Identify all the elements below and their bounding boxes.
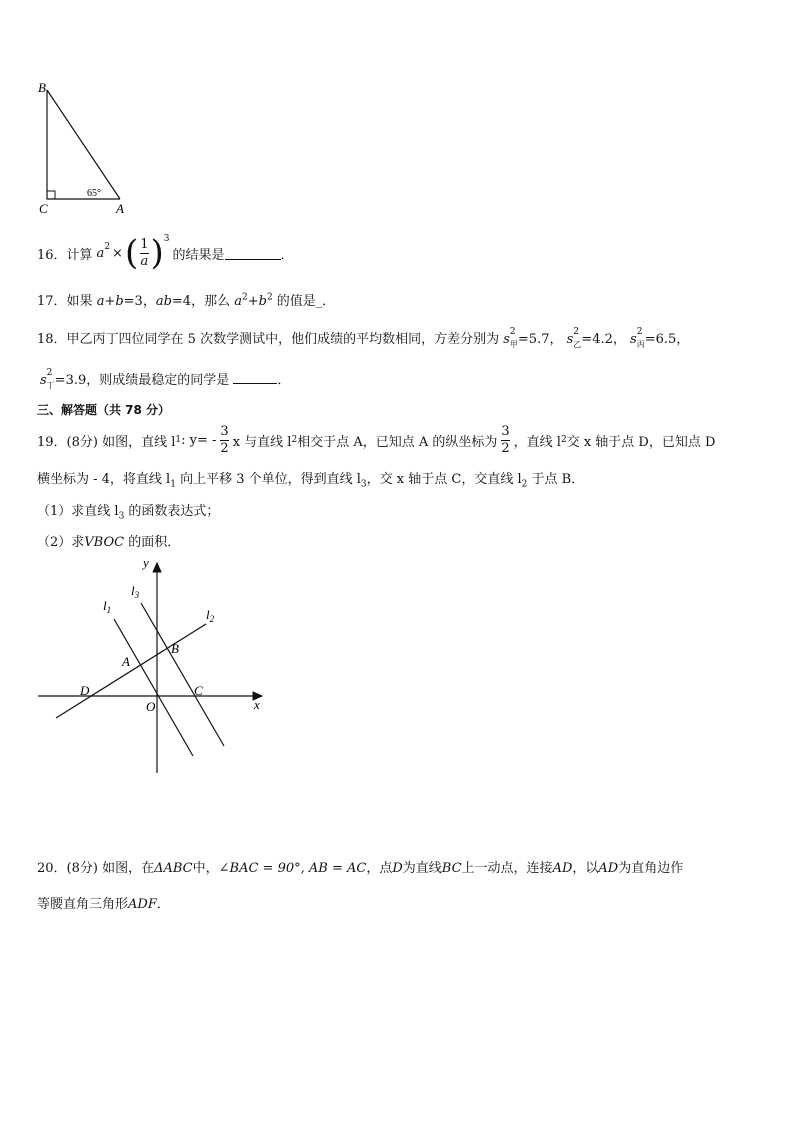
label-a: A	[122, 654, 130, 669]
right-angle-mark	[47, 191, 55, 199]
triangle-figure	[30, 76, 140, 218]
q18-text1: 18．甲乙丙丁四位同学在 5 次数学测试中，他们成绩的平均数相同，方差分别为	[37, 332, 500, 347]
q16-prefix: 16．计算	[37, 247, 93, 263]
label-l1: $l_1$	[103, 598, 112, 615]
question-18-line1: 18．甲乙丙丁四位同学在 5 次数学测试中，他们成绩的平均数相同，方差分别为 s 2 甲 =5.7， s 2 乙 =4.2， s 2 丙 =6.5，	[37, 326, 690, 349]
label-l3: $l_3$	[131, 583, 140, 600]
q17-prefix: 17．如果	[37, 294, 97, 309]
q16-a: a	[96, 245, 105, 261]
label-d: D	[80, 683, 90, 698]
label-x: x	[254, 697, 260, 712]
q16-lparen: (	[124, 233, 139, 273]
label-b: B	[171, 641, 179, 656]
label-a: A	[116, 201, 124, 216]
q16-suffix: 的结果是	[172, 247, 225, 263]
q16-fraction	[140, 237, 148, 270]
q18-blank[interactable]	[233, 371, 277, 384]
label-y: y	[143, 555, 149, 570]
q16-frac-den: a	[140, 253, 149, 269]
label-c: C	[194, 683, 203, 698]
question-19-part1: （1）求直线 $l_3$ 的函数表达式；	[37, 504, 220, 522]
question-19-part2: （2）求VBOC 的面积．	[37, 535, 181, 550]
q16-times: ×	[112, 245, 123, 261]
question-20-line1: 20．(8分) 如图，在ΔABC中，∠BAC = 90°, AB = AC，点D为直线BC上一动点，连接AD，以AD为直角边作	[37, 861, 684, 876]
q16-blank[interactable]	[225, 247, 281, 260]
question-20-line2: 等腰直角三角形ADF．	[37, 897, 170, 912]
line-l3	[141, 603, 224, 746]
q16-exp2: 2	[104, 242, 111, 252]
line-l2	[56, 624, 206, 718]
label-l2: $l_2$	[206, 607, 215, 624]
label-angle: 65°	[87, 188, 101, 199]
q16-rparen: )	[150, 233, 164, 273]
label-o: O	[146, 699, 156, 714]
coordinate-figure	[30, 553, 280, 778]
q16-frac-num: 1	[140, 236, 149, 252]
q16-exp3: 3	[163, 234, 170, 244]
question-16	[37, 230, 294, 276]
q19-frac-2: $\frac{3}{2}$	[501, 423, 510, 456]
question-19-line2: 横坐标为 - 4，将直线 $l_1$ 向上平移 3 个单位，得到直线 $l_3$，交 x 轴于点 C，交直线 $l_2$ 于点 B．	[37, 472, 585, 490]
label-c: C	[39, 201, 48, 216]
side-ab	[47, 90, 120, 199]
question-17: 17．如果 a+b=3，ab=4，那么 $a^2+b^2$ 的值是_．	[37, 292, 336, 309]
question-18-line2: s 2 丁 =3.9，则成绩最稳定的同学是 ．	[40, 367, 291, 390]
section-heading: 三、解答题（共 78 分）	[37, 403, 171, 417]
q16-end: ．	[280, 247, 294, 263]
label-b: B	[38, 80, 46, 95]
q17-suffix: 的值是_．	[272, 294, 336, 309]
question-19-line1: 19．(8分) 如图，直线 l 1 : y= - $\frac{3}{2}$ x 与直线 l 2 相交于点 A，已知点 A 的纵坐标为 $\frac{3}{2}$ ，直线 l 2 交 x 轴于点 D，已知点 D	[37, 423, 716, 456]
q19-frac-1: $\frac{3}{2}$	[220, 423, 229, 456]
